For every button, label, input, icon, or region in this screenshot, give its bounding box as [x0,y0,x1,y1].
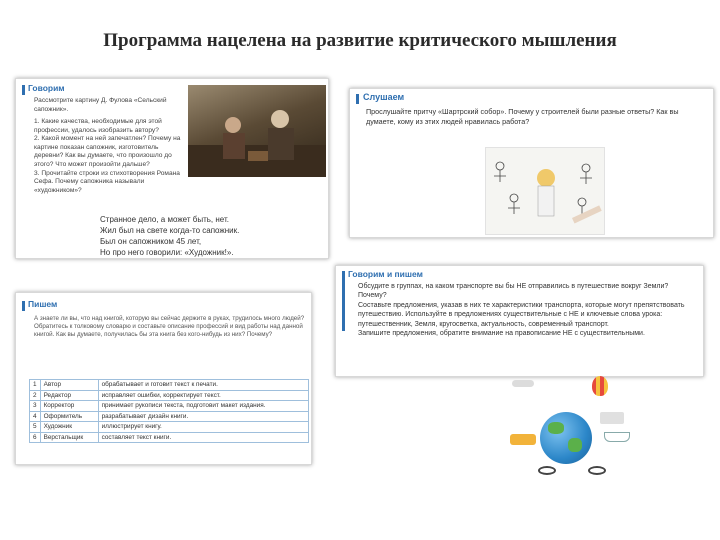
table-row [30,380,309,391]
accent-bar [356,94,359,104]
card-speaking-writing [335,265,704,377]
card-text: Прослушайте притчу «Шартрский собор». Почему у строителей были разные ответы? Как вы думаете, кому из этих людей нравилась работа? [366,107,679,126]
row-number: 3 [30,401,41,412]
table-row [30,432,309,443]
task-line: Составьте предложения, указав в них те характеристики транспорта, которые могут препятствовать путешествию. Используйте в предложениях существительные с НЕ и ключевые слова урока: путешественник, Земля, кругосветка, актуальность, современный транспорт. [358,301,685,328]
globe-icon [540,412,592,464]
accent-bar [22,85,25,95]
card-heading: Говорим и пишем [348,269,423,279]
row-description: составляет текст книги. [98,432,308,443]
row-description: иллюстрирует книгу. [98,422,308,433]
task-line: Запишите предложения, обратите внимание на правописание НЕ с существительными. [358,330,645,338]
card-writing [15,292,312,465]
bicycle-icon [538,466,556,475]
car-icon [510,434,536,445]
poem-line: Странное дело, а может быть, нет. [100,215,229,224]
professions-table [29,379,309,443]
row-role: Верстальщик [40,432,98,443]
poem-line: Был он сапожником 45 лет, [100,237,202,246]
question-item: 1. Какие качества, необходимые для этой профессии, удалось изобразить автору? [34,118,162,134]
slide-title: Программа нацелена на развитие критического мышления [103,30,617,51]
row-role: Редактор [40,390,98,401]
question-item: 2. Какой момент на ней запечатлен? Почему на картине показан сапожник, изготовитель деревни? Как вы думаете, что произошло до этого? Что может произойти дальше? [34,135,181,168]
card-intro: Рассмотрите картину Д. Фулова «Сельский сапожник». [34,97,167,113]
painting-image [188,85,326,177]
table-row [30,390,309,401]
poem-line: Но про него говорили: «Художник!». [100,248,234,257]
card-speaking [15,78,329,259]
table-row [30,401,309,412]
airplane-icon [512,380,534,387]
poem [100,214,239,258]
card-listening [349,88,714,238]
accent-bar [342,271,345,331]
transport-illustration [500,372,640,482]
task-line: Обсудите в группах, на каком транспорте вы бы НЕ отправились в путешествие вокруг Земли? Почему? [358,283,669,300]
row-description: исправляет ошибки, корректирует текст. [98,390,308,401]
hot-air-balloon-icon [592,376,608,396]
row-number: 1 [30,380,41,391]
row-role: Художник [40,422,98,433]
table-row [30,411,309,422]
row-number: 2 [30,390,41,401]
row-description: принимает рукописи текста, подготовит макет издания. [98,401,308,412]
poem-line: Жил был на свете когда-то сапожник. [100,226,240,235]
card-heading: Говорим [28,83,65,93]
card-text [358,282,698,338]
accent-bar [22,301,25,311]
row-description: обрабатывает и готовит текст к печати. [98,380,308,391]
ship-icon [604,432,630,442]
bicycle-icon [588,466,606,475]
card-heading: Слушаем [363,92,405,102]
question-item: 3. Прочитайте строки из стихотворения Романа Сефа. Почему сапожника называли «художником»? [34,169,180,194]
card-text: А знаете ли вы, что над книгой, которую вы сейчас держите в руках, трудилось много людей? Обратитесь к толковому словарю и составьте описание профессий и вид работы над данной книгой. Как вы думаете, получилась бы эта книга без кого-нибудь из них? Почему? [34,315,305,339]
row-number: 5 [30,422,41,433]
card-heading: Пишем [28,299,58,309]
sketch-illustration [485,147,605,235]
bus-icon [600,412,624,424]
row-role: Корректор [40,401,98,412]
row-description: разрабатывает дизайн книги. [98,411,308,422]
row-role: Автор [40,380,98,391]
row-role: Оформитель [40,411,98,422]
question-list [34,118,184,195]
row-number: 4 [30,411,41,422]
table-row [30,422,309,433]
row-number: 6 [30,432,41,443]
